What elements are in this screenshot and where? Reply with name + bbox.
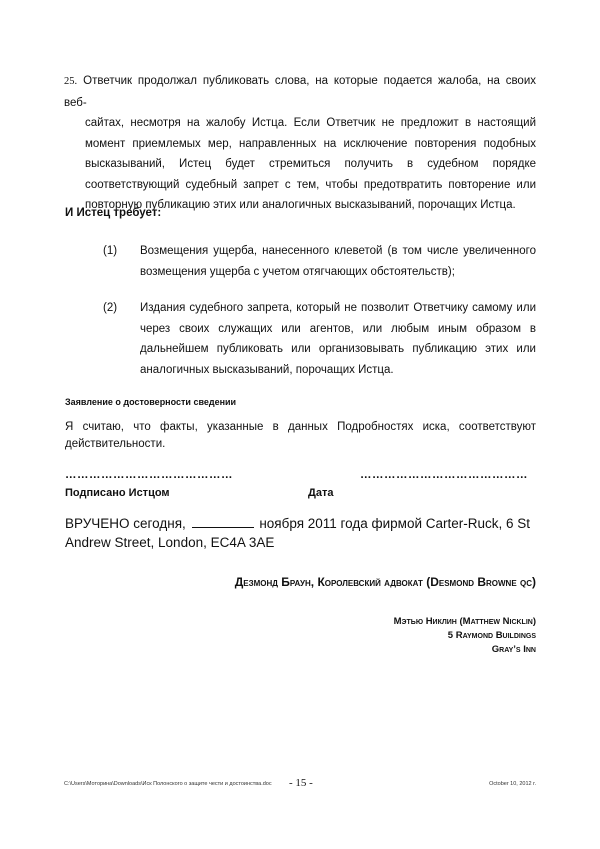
footer-date: October 10, 2012 г. (489, 781, 536, 787)
chambers-address-line1: 5 Raymond Buildings (447, 630, 536, 641)
statement-of-truth-text: Я считаю, что факты, указанные в данных Подробностях иска, соответствуют действительности. (65, 421, 536, 450)
signature-line: …………………………………… (65, 469, 233, 481)
statement-of-truth-heading: Заявление о достоверности сведении (65, 397, 237, 407)
signed-label: Подписано Истцом (65, 487, 170, 499)
served-statement (65, 514, 540, 552)
claim-item-text: Издания судебного запрета, который не позволит Ответчику самому или через своих служащих или агентов, или любым иным образом в дальнейшем публиковать или организовывать публикацию этих или аналогичных высказываний, порочащих Истца. (140, 302, 536, 376)
claim-item-2 (103, 298, 536, 380)
paragraph-number: 25. (64, 76, 78, 87)
claim-item-number: (2) (103, 302, 118, 314)
footer-page-number: - 15 - (289, 777, 313, 789)
footer-file-path: C:\Users\Моторина\Downloads\Иск Полонского о защите чести и достоинства.doc (64, 781, 272, 787)
served-suffix: ноября 2011 года фирмой Carter-Ruck, 6 St Andrew Street, London, EC4A 3AE (65, 516, 531, 550)
junior-counsel: Мэтью Никлин (Matthew Nicklin) (393, 616, 536, 627)
date-blank (192, 515, 254, 528)
chambers-address-line2: Gray’s Inn (491, 644, 536, 655)
claim-item-text: Возмещения ущерба, нанесенного клеветой (в том числе увеличенного возмещения ущерба с учетом отягчающих обстоятельств); (140, 245, 536, 278)
claim-item-number: (1) (103, 245, 118, 257)
paragraph-25 (64, 71, 536, 216)
date-label: Дата (308, 487, 334, 499)
date-line: …………………………………… (360, 469, 528, 481)
paragraph-rest: сайтах, несмотря на жалобу Истца. Если Ответчик не предложит в настоящий момент приемлемых мер, направленных на исключение повторения подобных высказываний, Истец будет стремиться получить в судебном порядке соответствующий судебный запрет с тем, чтобы предотвратить повторение или повторную публикацию этих или аналогичных высказываний, порочащих Истца. (85, 117, 536, 211)
served-prefix: ВРУЧЕНО сегодня, (65, 516, 186, 531)
junior-counsel-block (394, 615, 536, 657)
claim-heading: И Истец требует: (65, 207, 162, 219)
paragraph-first-line: Ответчик продолжал публиковать слова, на которые подается жалоба, на своих веб- (64, 75, 536, 109)
claim-item-1 (103, 241, 536, 282)
lead-counsel: Дезмонд Браун, Королевский адвокат (Desmond Browne qc) (234, 575, 536, 589)
